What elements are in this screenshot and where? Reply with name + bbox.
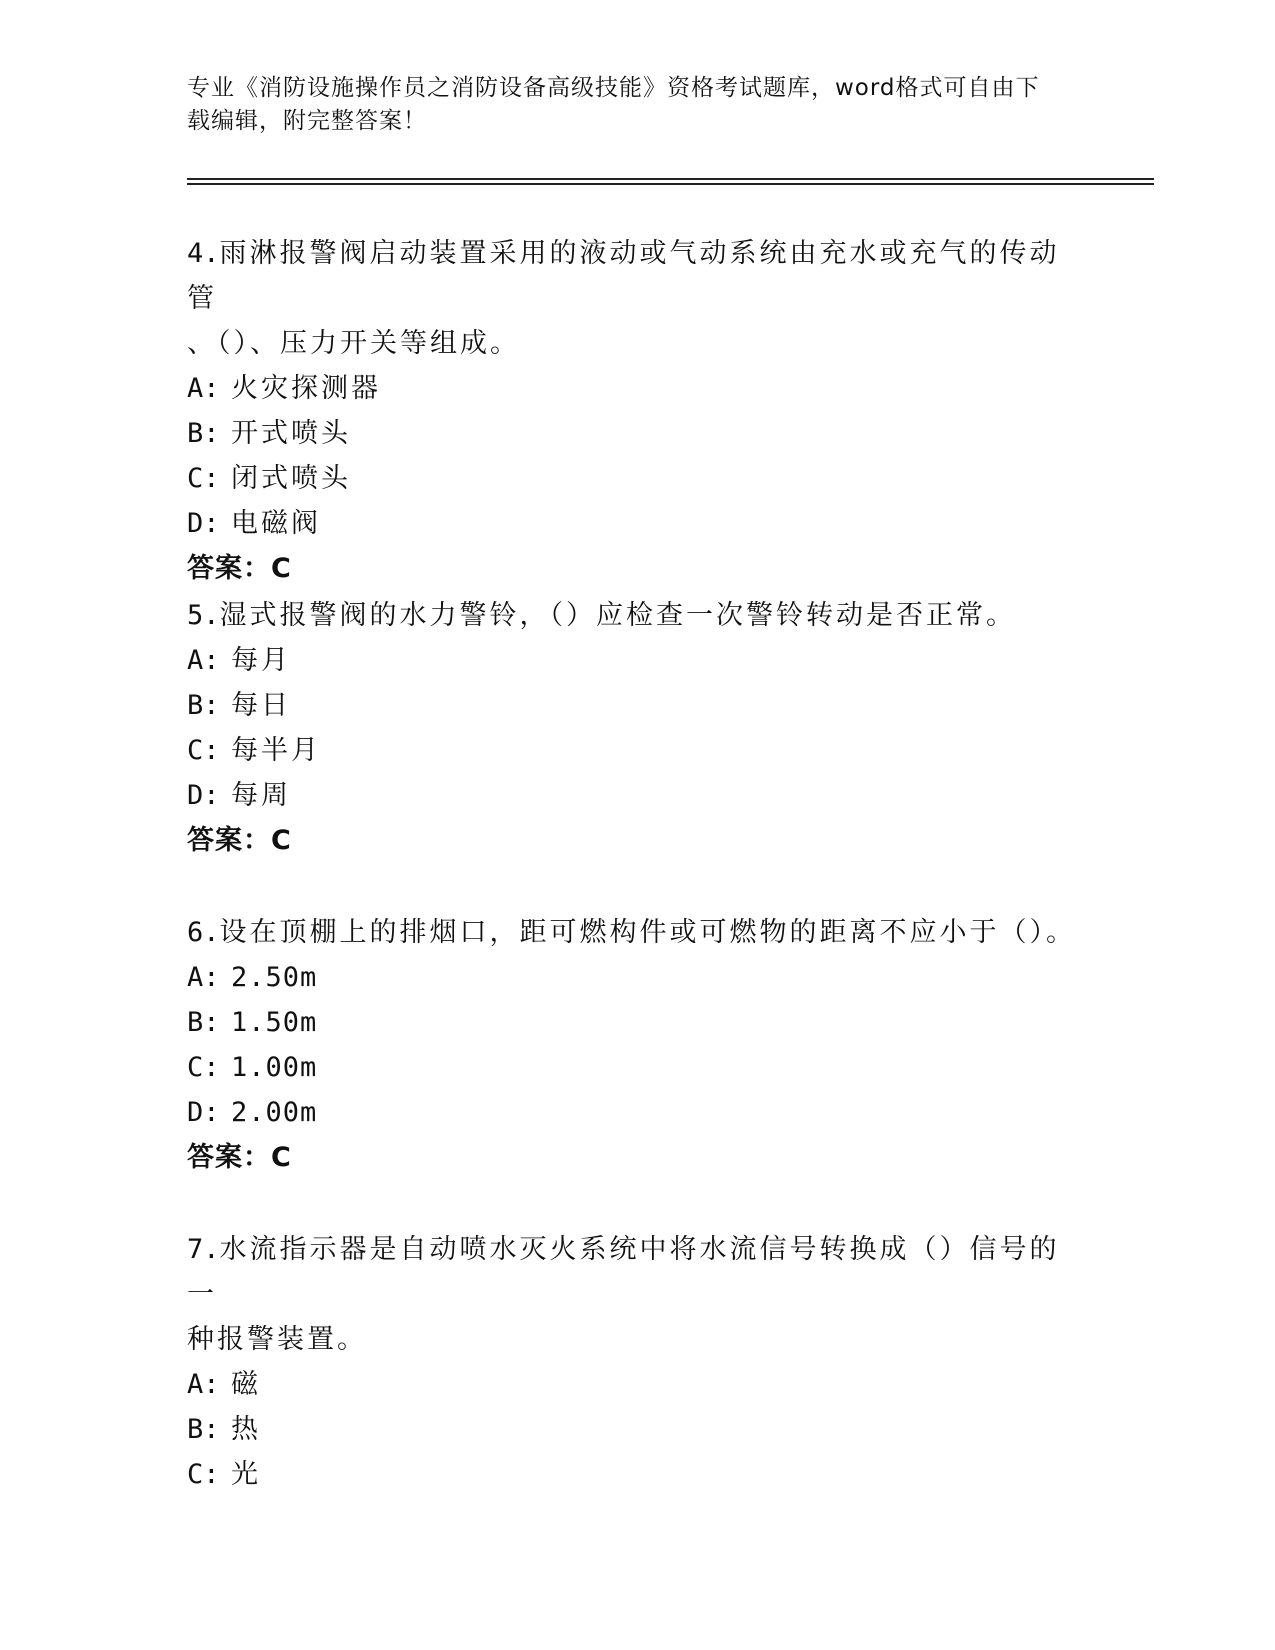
option-a (187, 955, 1087, 1000)
question-stem-line-1: 设在顶棚上的排烟口，距可燃构件或可燃物的距离不应小于（）。 (219, 917, 1077, 948)
option-d (187, 501, 1087, 546)
option-c (187, 1452, 1087, 1497)
option-key: B: (187, 418, 220, 449)
option-d (187, 1090, 1087, 1135)
option-key: B: (187, 1007, 220, 1038)
question-6 (187, 910, 1087, 1180)
option-c (187, 1045, 1087, 1090)
question-number: 7. (187, 1234, 220, 1265)
option-key: A: (187, 1369, 220, 1400)
option-text: 2.00m (231, 1097, 318, 1128)
option-text: 2.50m (231, 962, 318, 993)
option-c (187, 728, 1087, 773)
header-divider-bottom (187, 183, 1154, 185)
option-key: D: (187, 780, 220, 811)
question-number: 6. (187, 917, 220, 948)
option-text: 1.00m (231, 1052, 318, 1083)
option-b (187, 411, 1087, 456)
header-divider-top (187, 178, 1154, 180)
question-4 (187, 231, 1087, 591)
question-number: 5. (187, 600, 220, 631)
option-b (187, 1407, 1087, 1452)
option-text: 电磁阀 (231, 508, 321, 539)
option-text: 火灾探测器 (231, 373, 381, 404)
question-5 (187, 593, 1087, 863)
option-b (187, 683, 1087, 728)
option-text: 每半月 (231, 735, 321, 766)
answer-line: 答案：C (187, 1142, 292, 1173)
answer-line: 答案：C (187, 553, 292, 584)
option-a (187, 638, 1087, 683)
option-key: C: (187, 463, 220, 494)
option-key: A: (187, 962, 220, 993)
option-text: 每月 (231, 645, 291, 676)
question-stem (187, 910, 1087, 955)
question-number: 4. (187, 238, 220, 269)
option-key: D: (187, 1097, 220, 1128)
option-text: 开式喷头 (231, 418, 351, 449)
option-c (187, 456, 1087, 501)
option-d (187, 773, 1087, 818)
option-text: 磁 (231, 1369, 261, 1400)
question-stem-line-2: 、（）、压力开关等组成。 (187, 328, 520, 359)
header-line-1: 专业《消防设施操作员之消防设备高级技能》资格考试题库，word格式可自由下 (187, 75, 1040, 101)
option-text: 每周 (231, 780, 291, 811)
question-stem-line-1: 湿式报警阀的水力警铃，（）应检查一次警铃转动是否正常。 (219, 600, 1017, 631)
option-key: B: (187, 1414, 220, 1445)
option-key: B: (187, 690, 220, 721)
question-stem-line-1: 雨淋报警阀启动装置采用的液动或气动系统由充水或充气的传动管 (187, 238, 1060, 314)
document-header (187, 72, 1087, 138)
option-b (187, 1000, 1087, 1045)
option-text: 每日 (231, 690, 291, 721)
question-stem (187, 593, 1087, 638)
option-a (187, 366, 1087, 411)
option-text: 闭式喷头 (231, 463, 351, 494)
question-stem (187, 1227, 1087, 1317)
header-line-2: 载编辑，附完整答案！ (187, 108, 427, 134)
option-text: 光 (231, 1459, 261, 1490)
option-key: A: (187, 373, 220, 404)
option-text: 1.50m (231, 1007, 318, 1038)
question-stem-line-2: 种报警装置。 (187, 1324, 367, 1355)
option-key: A: (187, 645, 220, 676)
question-stem-line-1: 水流指示器是自动喷水灭火系统中将水流信号转换成（）信号的一 (187, 1234, 1060, 1310)
option-key: D: (187, 508, 220, 539)
option-key: C: (187, 1052, 220, 1083)
question-7 (187, 1227, 1087, 1497)
answer-line: 答案：C (187, 825, 292, 856)
option-a (187, 1362, 1087, 1407)
option-key: C: (187, 1459, 220, 1490)
question-stem (187, 231, 1087, 321)
option-text: 热 (231, 1414, 261, 1445)
option-key: C: (187, 735, 220, 766)
